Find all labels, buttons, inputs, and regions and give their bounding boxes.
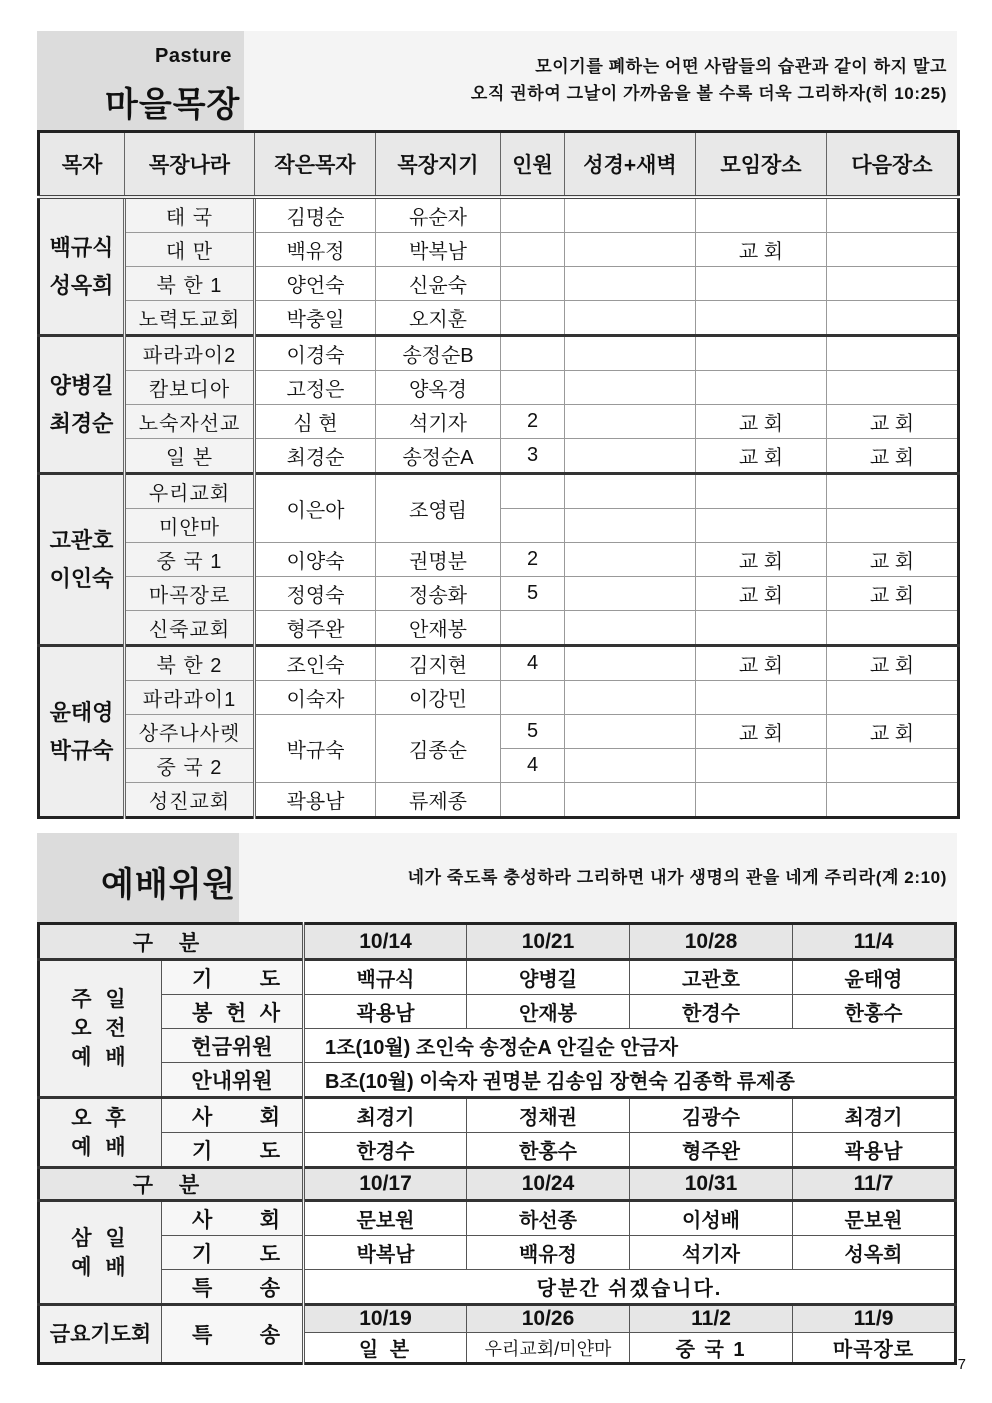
bible-cell: [565, 233, 696, 267]
keeper-cell: 송정순A: [376, 439, 501, 474]
name-cell: 형주완: [630, 1133, 793, 1168]
col-header: 성경+새벽: [565, 132, 696, 198]
next-place-cell: [827, 197, 959, 233]
keeper-cell: 송정순B: [376, 336, 501, 371]
bible-cell: [565, 646, 696, 681]
worship-header: [37, 833, 957, 922]
name-cell: 백유정: [467, 1236, 630, 1270]
col-header: 목자: [39, 132, 125, 198]
pastor-cell: [39, 336, 125, 474]
pastor-name: 백규식: [49, 234, 114, 260]
group-cell: 우리교회/미얀마: [467, 1333, 630, 1364]
verse-line-2: 오직 권하여 그날이 가까움을 볼 수록 더욱 그리하자(히 10:25): [470, 84, 947, 103]
date-header: 10/19: [304, 1305, 467, 1333]
special-song-note: 당분간 쉬겠습니다.: [304, 1270, 956, 1305]
keeper-cell: 류제종: [376, 783, 501, 818]
col-header: 목장나라: [125, 132, 255, 198]
table-row: [39, 1305, 956, 1333]
bible-cell: [565, 301, 696, 336]
name-cell: 곽용남: [304, 995, 467, 1029]
keeper-cell: 조영림: [376, 474, 501, 543]
bible-cell: [565, 267, 696, 301]
nation-cell: 파라과이2: [125, 336, 255, 371]
bible-cell: [565, 474, 696, 509]
table-header-row: [39, 132, 959, 198]
date-header: 11/7: [793, 1168, 956, 1201]
count-cell: [501, 783, 565, 818]
name-cell: 한홍수: [793, 995, 956, 1029]
table-row: [39, 1098, 956, 1133]
pastor-name: 윤태영: [49, 699, 114, 725]
wednesday-category: [39, 1201, 162, 1305]
name-cell: 문보원: [304, 1201, 467, 1236]
duty-label: 헌금위원: [162, 1029, 304, 1063]
small-pastor-cell: 형주완: [255, 611, 376, 646]
keeper-cell: 권명분: [376, 543, 501, 577]
next-place-cell: [827, 336, 959, 371]
table-row: [39, 1133, 956, 1168]
nation-cell: 북 한 2: [125, 646, 255, 681]
name-cell: 이성배: [630, 1201, 793, 1236]
pasture-verse: [471, 53, 947, 107]
place-cell: [696, 681, 827, 715]
count-cell: [501, 267, 565, 301]
pastor-cell: [39, 646, 125, 818]
small-pastor-cell: 양언숙: [255, 267, 376, 301]
keeper-cell: 안재봉: [376, 611, 501, 646]
table-row: [39, 1168, 956, 1201]
keeper-cell: 박복남: [376, 233, 501, 267]
name-cell: 정채권: [467, 1098, 630, 1133]
place-cell: 교 회: [696, 646, 827, 681]
pastor-name: 양병길: [49, 372, 114, 398]
worship-table: [37, 922, 957, 1365]
date-header: 11/9: [793, 1305, 956, 1333]
table-row: [39, 577, 959, 611]
pastor-cell: [39, 197, 125, 336]
place-cell: [696, 509, 827, 543]
duty-label: 사 회: [162, 1098, 304, 1133]
count-cell: [501, 336, 565, 371]
bible-cell: [565, 715, 696, 749]
col-header: 인원: [501, 132, 565, 198]
category-label: 주 일 오 전 예 배: [71, 988, 130, 1069]
sunday-pm-category: [39, 1098, 162, 1168]
count-cell: 4: [501, 749, 565, 783]
next-place-cell: [827, 233, 959, 267]
table-row: [39, 336, 959, 371]
name-cell: 양병길: [467, 960, 630, 995]
small-pastor-cell: 백유정: [255, 233, 376, 267]
category-label: 삼 일 예 배: [71, 1226, 130, 1279]
name-cell: 곽용남: [793, 1133, 956, 1168]
pastor-name: 성옥희: [49, 272, 114, 298]
table-row: [39, 995, 956, 1029]
bible-cell: [565, 681, 696, 715]
next-place-cell: 교 회: [827, 405, 959, 439]
table-row: [39, 1236, 956, 1270]
place-cell: [696, 301, 827, 336]
pastor-name: 고관호: [49, 527, 114, 553]
pasture-table: [37, 130, 960, 819]
next-place-cell: 교 회: [827, 715, 959, 749]
bible-cell: [565, 577, 696, 611]
pasture-header: [37, 31, 957, 130]
worship-title-block: [37, 833, 239, 922]
table-row: [39, 783, 959, 818]
name-cell: 김광수: [630, 1098, 793, 1133]
table-row: [39, 1063, 956, 1098]
table-row: [39, 1201, 956, 1236]
table-row: [39, 405, 959, 439]
nation-cell: 태 국: [125, 197, 255, 233]
group-cell: 일 본: [304, 1333, 467, 1364]
sunday-am-category: [39, 960, 162, 1098]
name-cell: 고관호: [630, 960, 793, 995]
table-row: [39, 681, 959, 715]
bible-cell: [565, 543, 696, 577]
count-cell: [501, 371, 565, 405]
next-place-cell: [827, 267, 959, 301]
next-place-cell: 교 회: [827, 543, 959, 577]
table-row: [39, 439, 959, 474]
nation-cell: 미얀마: [125, 509, 255, 543]
count-cell: [501, 509, 565, 543]
duty-label: 기 도: [162, 960, 304, 995]
next-place-cell: 교 회: [827, 646, 959, 681]
small-pastor-cell: 박충일: [255, 301, 376, 336]
date-header: 10/17: [304, 1168, 467, 1201]
nation-cell: 일 본: [125, 439, 255, 474]
pastor-name: 박규숙: [49, 737, 114, 763]
col-header: 모임장소: [696, 132, 827, 198]
table-row: [39, 267, 959, 301]
name-cell: 석기자: [630, 1236, 793, 1270]
keeper-cell: 이강민: [376, 681, 501, 715]
pastor-cell: [39, 474, 125, 646]
pastor-name: 최경순: [49, 410, 114, 436]
small-pastor-cell: 최경순: [255, 439, 376, 474]
name-cell: 하선종: [467, 1201, 630, 1236]
bible-cell: [565, 371, 696, 405]
bible-cell: [565, 439, 696, 474]
date-header: 10/26: [467, 1305, 630, 1333]
date-header: 10/21: [467, 924, 630, 960]
place-cell: [696, 474, 827, 509]
nation-cell: 상주나사렛: [125, 715, 255, 749]
table-row: [39, 197, 959, 233]
nation-cell: 중 국 1: [125, 543, 255, 577]
name-cell: 윤태영: [793, 960, 956, 995]
next-place-cell: [827, 783, 959, 818]
small-pastor-cell: 이양숙: [255, 543, 376, 577]
place-cell: 교 회: [696, 405, 827, 439]
bible-cell: [565, 405, 696, 439]
nation-cell: 노력도교회: [125, 301, 255, 336]
table-row: [39, 233, 959, 267]
pasture-title: 마을목장: [105, 86, 241, 124]
table-row: [39, 646, 959, 681]
place-cell: [696, 783, 827, 818]
count-cell: 2: [501, 543, 565, 577]
pasture-label-en: Pasture: [155, 45, 232, 67]
date-header: 11/4: [793, 924, 956, 960]
place-cell: 교 회: [696, 577, 827, 611]
next-place-cell: [827, 474, 959, 509]
duty-label: 안내위원: [162, 1063, 304, 1098]
nation-cell: 노숙자선교: [125, 405, 255, 439]
small-pastor-cell: 이은아: [255, 474, 376, 543]
place-cell: [696, 371, 827, 405]
col-header: 목장지기: [376, 132, 501, 198]
count-cell: [501, 611, 565, 646]
date-header: 10/28: [630, 924, 793, 960]
place-cell: [696, 336, 827, 371]
place-cell: 교 회: [696, 543, 827, 577]
count-cell: [501, 681, 565, 715]
table-row: [39, 543, 959, 577]
keeper-cell: 김종순: [376, 715, 501, 783]
small-pastor-cell: 심 현: [255, 405, 376, 439]
table-row: [39, 1029, 956, 1063]
place-cell: 교 회: [696, 233, 827, 267]
next-place-cell: [827, 681, 959, 715]
count-cell: 3: [501, 439, 565, 474]
small-pastor-cell: 이숙자: [255, 681, 376, 715]
bible-cell: [565, 749, 696, 783]
keeper-cell: 석기자: [376, 405, 501, 439]
count-cell: [501, 233, 565, 267]
table-row: [39, 960, 956, 995]
worship-verse: 네가 죽도록 충성하라 그리하면 내가 생명의 관을 네게 주리라(계 2:10): [407, 868, 947, 887]
date-header: 10/24: [467, 1168, 630, 1201]
place-cell: [696, 197, 827, 233]
next-place-cell: [827, 749, 959, 783]
group-cell: 마곡장로: [793, 1333, 956, 1364]
small-pastor-cell: 정영숙: [255, 577, 376, 611]
table-row: [39, 924, 956, 960]
bible-cell: [565, 611, 696, 646]
small-pastor-cell: 김명순: [255, 197, 376, 233]
next-place-cell: [827, 301, 959, 336]
next-place-cell: [827, 611, 959, 646]
place-cell: 교 회: [696, 439, 827, 474]
pastor-name: 이인숙: [49, 565, 114, 591]
keeper-cell: 김지현: [376, 646, 501, 681]
date-header: 10/14: [304, 924, 467, 960]
small-pastor-cell: 고정은: [255, 371, 376, 405]
nation-cell: 캄보디아: [125, 371, 255, 405]
count-cell: [501, 197, 565, 233]
nation-cell: 북 한 1: [125, 267, 255, 301]
duty-label: 특 송: [162, 1305, 304, 1364]
duty-label: 사 회: [162, 1201, 304, 1236]
date-header: 11/2: [630, 1305, 793, 1333]
duty-label: 기 도: [162, 1133, 304, 1168]
keeper-cell: 유순자: [376, 197, 501, 233]
table-row: [39, 474, 959, 509]
keeper-cell: 양옥경: [376, 371, 501, 405]
count-cell: [501, 301, 565, 336]
bible-cell: [565, 197, 696, 233]
verse-line-1: 모이기를 폐하는 어떤 사람들의 습관과 같이 하지 말고: [535, 57, 947, 76]
nation-cell: 마곡장로: [125, 577, 255, 611]
place-cell: [696, 267, 827, 301]
name-cell: 한홍수: [467, 1133, 630, 1168]
count-cell: 5: [501, 577, 565, 611]
duty-label: 특 송: [162, 1270, 304, 1305]
page-number: 7: [957, 1356, 966, 1373]
keeper-cell: 정송화: [376, 577, 501, 611]
bible-cell: [565, 783, 696, 818]
table-row: [39, 1270, 956, 1305]
next-place-cell: 교 회: [827, 439, 959, 474]
worship-title: 예배위원: [101, 866, 237, 904]
next-place-cell: [827, 509, 959, 543]
pasture-title-block: [37, 31, 244, 130]
gubun-header: 구 분: [39, 924, 304, 960]
nation-cell: 파라과이1: [125, 681, 255, 715]
next-place-cell: [827, 371, 959, 405]
name-cell: 한경수: [304, 1133, 467, 1168]
table-row: [39, 715, 959, 749]
table-row: [39, 301, 959, 336]
place-cell: [696, 749, 827, 783]
table-row: [39, 611, 959, 646]
col-header: 다음장소: [827, 132, 959, 198]
group-cell: 중 국 1: [630, 1333, 793, 1364]
gubun-header: 구 분: [39, 1168, 304, 1201]
nation-cell: 중 국 2: [125, 749, 255, 783]
col-header: 작은목자: [255, 132, 376, 198]
name-cell: 박복남: [304, 1236, 467, 1270]
name-cell: 최경기: [793, 1098, 956, 1133]
name-cell: 백규식: [304, 960, 467, 995]
nation-cell: 신죽교회: [125, 611, 255, 646]
place-cell: 교 회: [696, 715, 827, 749]
nation-cell: 대 만: [125, 233, 255, 267]
name-cell: 문보원: [793, 1201, 956, 1236]
count-cell: 2: [501, 405, 565, 439]
nation-cell: 우리교회: [125, 474, 255, 509]
keeper-cell: 오지훈: [376, 301, 501, 336]
category-label: 오 후 예 배: [71, 1106, 130, 1159]
count-cell: 4: [501, 646, 565, 681]
name-cell: 성옥희: [793, 1236, 956, 1270]
name-cell: 최경기: [304, 1098, 467, 1133]
table-row: [39, 371, 959, 405]
date-header: 10/31: [630, 1168, 793, 1201]
count-cell: [501, 474, 565, 509]
friday-category: 금요기도회: [39, 1305, 162, 1364]
duty-label: 봉 헌 사: [162, 995, 304, 1029]
small-pastor-cell: 조인숙: [255, 646, 376, 681]
usher-members: B조(10월) 이숙자 권명분 김송임 장현숙 김종학 류제종: [304, 1063, 956, 1098]
nation-cell: 성진교회: [125, 783, 255, 818]
bible-cell: [565, 336, 696, 371]
keeper-cell: 신윤숙: [376, 267, 501, 301]
small-pastor-cell: 이경숙: [255, 336, 376, 371]
next-place-cell: 교 회: [827, 577, 959, 611]
small-pastor-cell: 박규숙: [255, 715, 376, 783]
place-cell: [696, 611, 827, 646]
name-cell: 안재봉: [467, 995, 630, 1029]
duty-label: 기 도: [162, 1236, 304, 1270]
collection-members: 1조(10월) 조인숙 송정순A 안길순 안금자: [304, 1029, 956, 1063]
bible-cell: [565, 509, 696, 543]
name-cell: 한경수: [630, 995, 793, 1029]
count-cell: 5: [501, 715, 565, 749]
small-pastor-cell: 곽용남: [255, 783, 376, 818]
